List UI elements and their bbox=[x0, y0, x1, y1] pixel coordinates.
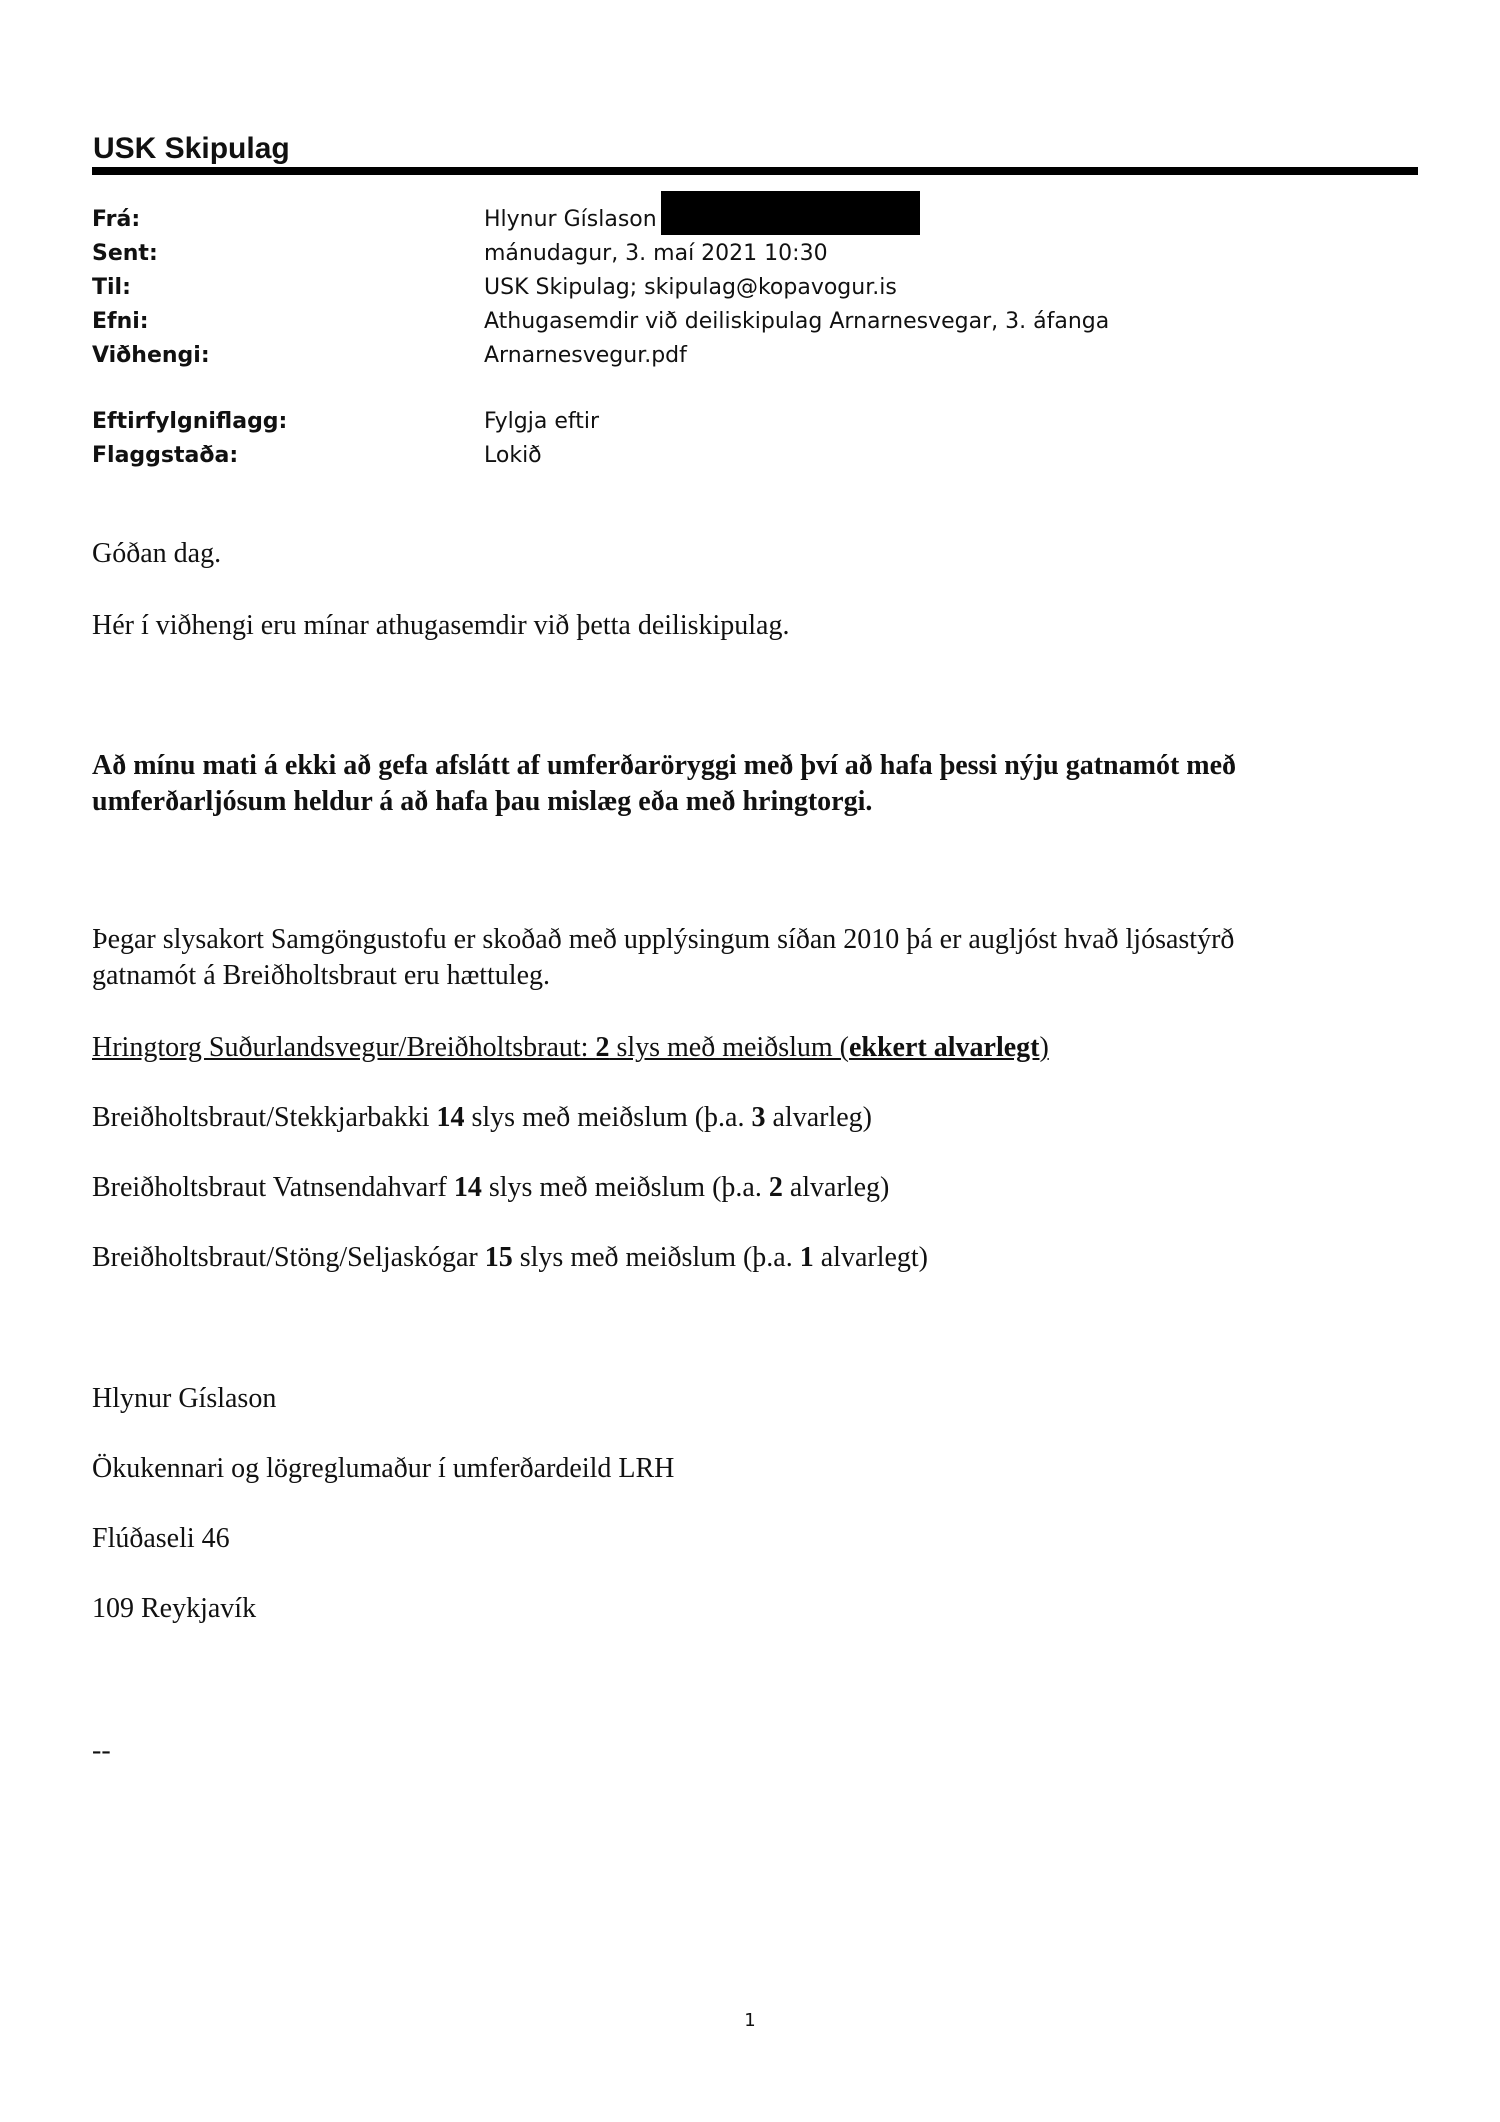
from-value: Hlynur Gíslason bbox=[484, 206, 657, 232]
stat-count: 15 bbox=[484, 1242, 513, 1273]
stat-place: Breiðholtsbraut Vatnsendahvarf bbox=[92, 1172, 454, 1203]
signature-role: Ökukennari og lögreglumaður í umferðardeild LRH bbox=[92, 1453, 675, 1484]
stat-end: alvarleg) bbox=[765, 1102, 872, 1133]
stat-count: 14 bbox=[436, 1102, 465, 1133]
redacted-email-block bbox=[661, 191, 920, 235]
stat-severe: ekkert alvarlegt bbox=[848, 1032, 1040, 1063]
attachment-label: Viðhengi: bbox=[92, 342, 210, 368]
stat-mid: slys með meiðslum ( bbox=[609, 1032, 849, 1063]
followup-flag-value: Fylgja eftir bbox=[484, 408, 599, 434]
flag-status-row bbox=[92, 438, 1192, 472]
mailbox-header bbox=[92, 131, 1418, 175]
subject-label: Efni: bbox=[92, 308, 149, 334]
sent-label: Sent: bbox=[92, 240, 158, 266]
stat-line-seljaskogar bbox=[92, 1240, 1412, 1276]
stat-line-roundabout bbox=[92, 1030, 1412, 1066]
stat-end: alvarlegt) bbox=[813, 1242, 929, 1273]
stat-mid: slys með meiðslum (þ.a. bbox=[512, 1242, 800, 1273]
stat-severe: 2 bbox=[768, 1172, 783, 1203]
to-label: Til: bbox=[92, 274, 131, 300]
stat-count: 14 bbox=[453, 1172, 482, 1203]
stat-line-vatnsendahvarf bbox=[92, 1170, 1412, 1206]
signature-city: 109 Reykjavík bbox=[92, 1593, 257, 1624]
sent-row bbox=[92, 236, 1192, 270]
context-line-1: Þegar slysakort Samgöngustofu er skoðað með upplýsingum síðan 2010 þá er augljóst hvað ljósastýrð bbox=[92, 924, 1235, 955]
stat-place: Breiðholtsbraut/Stekkjarbakki bbox=[92, 1102, 437, 1133]
mailbox-title: USK Skipulag bbox=[93, 132, 290, 165]
stat-severe: 3 bbox=[751, 1102, 766, 1133]
to-row bbox=[92, 270, 1192, 304]
flag-status-label: Flaggstaða: bbox=[92, 442, 239, 468]
signature-street: Flúðaseli 46 bbox=[92, 1523, 230, 1554]
sent-value: mánudagur, 3. maí 2021 10:30 bbox=[484, 240, 828, 266]
signature-separator: -- bbox=[92, 1735, 111, 1766]
stat-place: Breiðholtsbraut/Stöng/Seljaskógar bbox=[92, 1242, 485, 1273]
stat-end: ) bbox=[1039, 1032, 1049, 1063]
flag-status-value: Lokið bbox=[484, 442, 542, 468]
subject-row bbox=[92, 304, 1192, 338]
context-paragraph bbox=[92, 922, 1412, 994]
from-label: Frá: bbox=[92, 206, 141, 232]
greeting: Góðan dag. bbox=[92, 538, 222, 569]
opinion-paragraph: Að mínu mati á ekki að gefa afslátt af umferðaröryggi með því að hafa þessi nýju gatnamót með umferðarljósum heldur á að hafa þau mislæg eða með hringtorgi. bbox=[92, 750, 1237, 817]
from-value-wrap bbox=[484, 197, 1192, 241]
subject-value: Athugasemdir við deiliskipulag Arnarnesvegar, 3. áfanga bbox=[484, 308, 1110, 334]
title-divider bbox=[92, 167, 1418, 175]
followup-flag-label: Eftirfylgniflagg: bbox=[92, 408, 288, 434]
stat-line-stekkjarbakki bbox=[92, 1100, 1412, 1136]
intro-paragraph: Hér í viðhengi eru mínar athugasemdir við þetta deiliskipulag. bbox=[92, 610, 790, 641]
email-header-fields bbox=[92, 202, 1192, 472]
from-row bbox=[92, 202, 1192, 236]
attachment-row bbox=[92, 338, 1192, 372]
context-line-2: gatnamót á Breiðholtsbraut eru hættuleg. bbox=[92, 960, 551, 991]
page-number: 1 bbox=[744, 2010, 756, 2031]
signature-name: Hlynur Gíslason bbox=[92, 1383, 277, 1414]
stat-place: Hringtorg Suðurlandsvegur/Breiðholtsbraut: bbox=[92, 1032, 596, 1063]
stat-mid: slys með meiðslum (þ.a. bbox=[481, 1172, 769, 1203]
to-value: USK Skipulag; skipulag@kopavogur.is bbox=[484, 274, 897, 300]
stat-severe: 1 bbox=[799, 1242, 814, 1273]
stat-count: 2 bbox=[595, 1032, 610, 1063]
stat-end: alvarleg) bbox=[782, 1172, 890, 1203]
stat-mid: slys með meiðslum (þ.a. bbox=[464, 1102, 752, 1133]
followup-flag-row bbox=[92, 404, 1192, 438]
attachment-value: Arnarnesvegur.pdf bbox=[484, 342, 687, 368]
